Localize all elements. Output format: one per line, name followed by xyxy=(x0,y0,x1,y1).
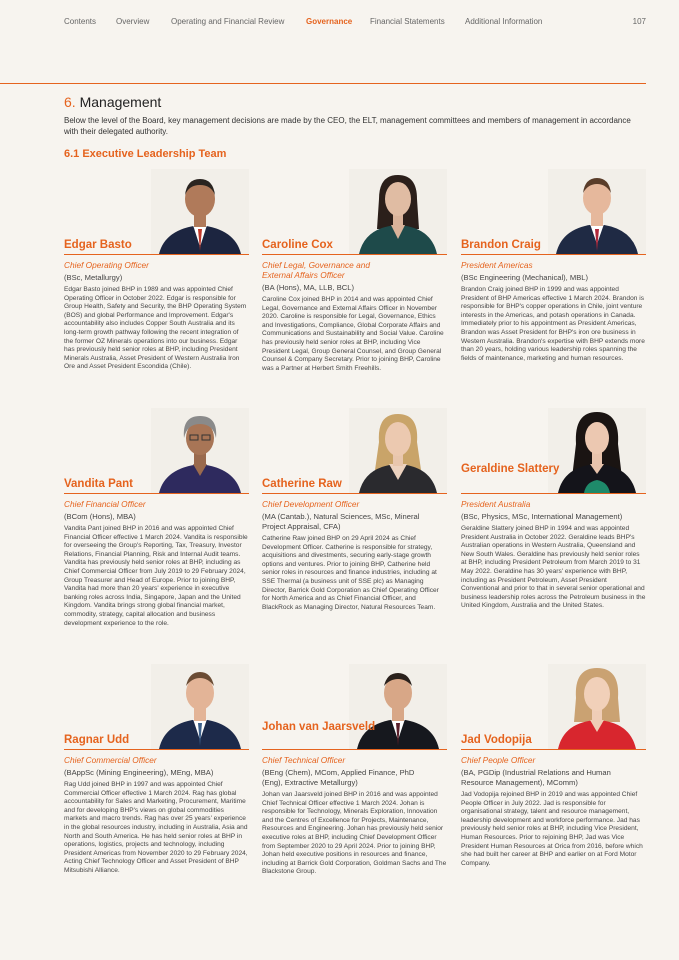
person-name: Geraldine Slattery xyxy=(461,463,560,475)
section-intro: Below the level of the Board, key management decisions are made by the CEO, the ELT, management committees and members of management in accordance with their delegated authority. xyxy=(64,116,631,136)
name-underline xyxy=(461,749,646,750)
portrait-photo xyxy=(349,664,447,749)
profile-card xyxy=(64,408,249,648)
nav-contents[interactable]: Contents xyxy=(64,17,97,26)
profile-card xyxy=(64,664,249,904)
top-navigation xyxy=(64,17,646,29)
person-qualifications: (BSc Engineering (Mechanical), MBL) xyxy=(461,273,589,282)
person-qualifications: (BA, PGDip (Industrial Relations and Human Resource Management), MComm) xyxy=(461,768,611,787)
portrait-photo xyxy=(151,408,249,493)
profile-card xyxy=(262,408,447,648)
page-number: 107 xyxy=(632,17,646,26)
name-underline xyxy=(64,493,249,494)
portrait-image xyxy=(151,408,249,493)
person-role: Chief Development Officer xyxy=(262,499,360,509)
person-qualifications: (BSc, Metallurgy) xyxy=(64,273,123,282)
person-biography: Caroline Cox joined BHP in 2014 and was appointed Chief Legal, Governance and External Affairs Officer in November 2020. Caroline is responsible for Legal, Governance, Ethics and Investigations, Compliance, Global Corporate Affairs and Communications and Sustainability and Social Value. Caroline has previously held senior roles at BHP, including Vice President Legal, Group General Counsel, and Group General Counsel & Company Secretary. Prior to joining BHP, Caroline was a Partner at Herbert Smith Freehills. xyxy=(262,296,444,372)
person-qualifications: (BA (Hons), MA, LLB, BCL) xyxy=(262,283,354,292)
portrait-image xyxy=(548,169,646,254)
person-name: Edgar Basto xyxy=(64,239,132,251)
person-name: Johan van Jaarsveld xyxy=(262,721,376,733)
nav-financial-statements[interactable]: Financial Statements xyxy=(370,17,445,26)
person-name: Jad Vodopija xyxy=(461,734,532,746)
profile-card xyxy=(262,664,447,904)
person-name: Brandon Craig xyxy=(461,239,541,251)
portrait-image xyxy=(349,169,447,254)
name-underline xyxy=(262,749,447,750)
nav-operating-financial-review[interactable]: Operating and Financial Review xyxy=(171,17,285,26)
nav-overview[interactable]: Overview xyxy=(116,17,150,26)
name-underline xyxy=(64,254,249,255)
nav-governance[interactable]: Governance xyxy=(306,17,353,26)
person-name: Caroline Cox xyxy=(262,239,333,251)
portrait-photo xyxy=(151,664,249,749)
section-title-text: Management xyxy=(79,94,162,110)
person-biography: Jad Vodopija rejoined BHP in 2019 and was appointed Chief People Officer in July 2022. Jad is responsible for organisational strategy, talent and resource management, leadership development and workforce performance. Jad has previously held senior roles at BHP, including Vice President, Human Resources. Prior to rejoining BHP, Jad was Vice President Human Resources at Orica from 2016, before which she had built her career at BHP and earlier on at Ford Motor Company. xyxy=(461,791,643,867)
name-underline xyxy=(262,254,447,255)
portrait-image xyxy=(151,169,249,254)
person-biography: Brandon Craig joined BHP in 1999 and was appointed President of BHP Americas effective 1 March 2024. Brandon is responsible for BHP's copper operations in Chile, joint venture interests in the Americas, and potash operations in Canada. Immediately prior to his appointment as President Americas, Brandon was Asset President for BHP's iron ore business in Western Australia. Brandon's expertise with BHP extends more than 20 years, holding various leadership roles spanning the fields of maintenance, marketing and human resources. xyxy=(461,286,645,362)
person-biography: Catherine Raw joined BHP on 29 April 2024 as Chief Development Officer. Catherine is responsible for strategy, acquisitions and divestments, securing early-stage growth options and ventures. Prior to joining BHP, Catherine held senior roles in resources and finance industries, including at SSE Thermal (a business unit of SSE plc) as Managing Director, Barrick Gold Corporation as Chief Operating Officer for North America and as Chief Financial Officer, and BlackRock as Managing Director, Natural Resources Team. xyxy=(262,535,439,611)
portrait-image xyxy=(349,664,447,749)
person-qualifications: (BSc, Physics, MSc, International Management) xyxy=(461,512,623,521)
name-underline xyxy=(461,254,646,255)
portrait-photo xyxy=(349,408,447,493)
portrait-photo xyxy=(349,169,447,254)
portrait-image xyxy=(349,408,447,493)
person-role: President Australia xyxy=(461,499,531,509)
section-title xyxy=(64,94,161,110)
person-qualifications: (BCom (Hons), MBA) xyxy=(64,512,136,521)
person-biography: Geraldine Slattery joined BHP in 1994 and was appointed President Australia in October 2022. Geraldine leads BHP's Australian operations in Western Australia, Queensland and New South Wales. Geraldine has previously held senior roles at BHP, including President Petroleum from March 2019 to 31 May 2022. Geraldine has 30 years' experience with BHP, including as President Petroleum, Asset President Conventional and prior to that in several senior operational and business leadership roles across the Petroleum business in the United Kingdom, Australia and the United States. xyxy=(461,525,646,610)
profile-card xyxy=(64,169,249,409)
name-underline xyxy=(262,493,447,494)
person-biography: Johan van Jaarsveld joined BHP in 2016 and was appointed Chief Technical Officer effective 1 March 2024. Johan is responsible for Technology, Minerals Exploration, Innovation and the Centres of Excellence for Projects, Maintenance, Resources and Engineering. Johan has previously held senior executive roles at BHP, including Chief Development Officer from September 2020 to 29 April 2024. Prior to joining BHP, Johan held executive positions in resources and finance, including at Barrick Gold Corporation, Goldman Sachs and The Blackstone Group. xyxy=(262,791,447,876)
section-number: 6. xyxy=(64,94,76,110)
person-qualifications: (BEng (Chem), MCom, Applied Finance, PhD (Eng), Extractive Metallurgy) xyxy=(262,768,415,787)
portrait-image xyxy=(151,664,249,749)
person-role: Chief People Officer xyxy=(461,755,536,765)
portrait-image xyxy=(548,408,646,493)
profile-card xyxy=(461,408,646,648)
person-name: Ragnar Udd xyxy=(64,734,130,746)
header-divider xyxy=(0,83,646,84)
person-role: Chief Legal, Governance and External Affairs Officer xyxy=(262,260,370,280)
person-biography: Edgar Basto joined BHP in 1989 and was appointed Chief Operating Officer in October 2022. Edgar is responsible for Group Health, Safety and Security, the BHP Operating System (BOS) and global Performance and Improvement. Edgar's accountability also includes Copper South Australia and its long-term growth pathway following the recent integration of the former OZ Minerals operations into our business. Edgar has previously held senior roles at BHP, including President Minerals Australia, Asset President of Western Australia Iron Ore and Asset President Escondida (Chile). xyxy=(64,286,247,371)
person-name: Catherine Raw xyxy=(262,478,342,490)
person-qualifications: (MA (Cantab.), Natural Sciences, MSc, Mineral Project Appraisal, CFA) xyxy=(262,512,420,531)
person-role: Chief Operating Officer xyxy=(64,260,149,270)
name-underline xyxy=(64,749,249,750)
portrait-photo xyxy=(548,664,646,749)
portrait-photo xyxy=(548,408,646,493)
person-biography: Rag Udd joined BHP in 1997 and was appointed Chief Commercial Officer effective 1 March 2024. Rag has global accountability for Sales and Marketing, Procurement, Maritime and for developing BHP's views on global commodities markets and macro trends. Rag has over 25 years' experience in the global resources industry, including in Australia, Asia and North and South America. He has held senior roles at BHP in operations, logistics, projects and technology, including President Americas from November 2020 to 29 February 2024, Acting Chief Technology Officer and Asset President of BHP Mitsubishi Alliance. xyxy=(64,781,248,874)
person-role: President Americas xyxy=(461,260,533,270)
person-role: Chief Commercial Officer xyxy=(64,755,157,765)
portrait-photo xyxy=(151,169,249,254)
person-biography: Vandita Pant joined BHP in 2016 and was appointed Chief Financial Officer effective 1 March 2024. Vandita is responsible for overseeing the Group's Reporting, Tax, Treasury, Investor Relations, Financial Planning, Risk and Internal Audit teams. Vandita has previously held senior roles at BHP, including as Chief Commercial Officer from July 2019 to 29 February 2024, Group Treasurer and Head of Europe. Prior to joining BHP, Vandita had more than 20 years' experience in executive banking roles across India, Singapore, Japan and the United Kingdom. Vandita brings strong global financial market, commodity, strategy, capital allocation and business development experience to the role. xyxy=(64,525,248,627)
nav-additional-information[interactable]: Additional Information xyxy=(465,17,543,26)
person-qualifications: (BAppSc (Mining Engineering), MEng, MBA) xyxy=(64,768,214,777)
profile-card xyxy=(461,664,646,904)
person-name: Vandita Pant xyxy=(64,478,134,490)
person-role: Chief Technical Officer xyxy=(262,755,346,765)
name-underline xyxy=(461,493,646,494)
person-role: Chief Financial Officer xyxy=(64,499,146,509)
portrait-image xyxy=(548,664,646,749)
profile-card xyxy=(461,169,646,409)
subsection-heading: 6.1 Executive Leadership Team xyxy=(64,148,227,160)
portrait-photo xyxy=(548,169,646,254)
profile-card xyxy=(262,169,447,409)
